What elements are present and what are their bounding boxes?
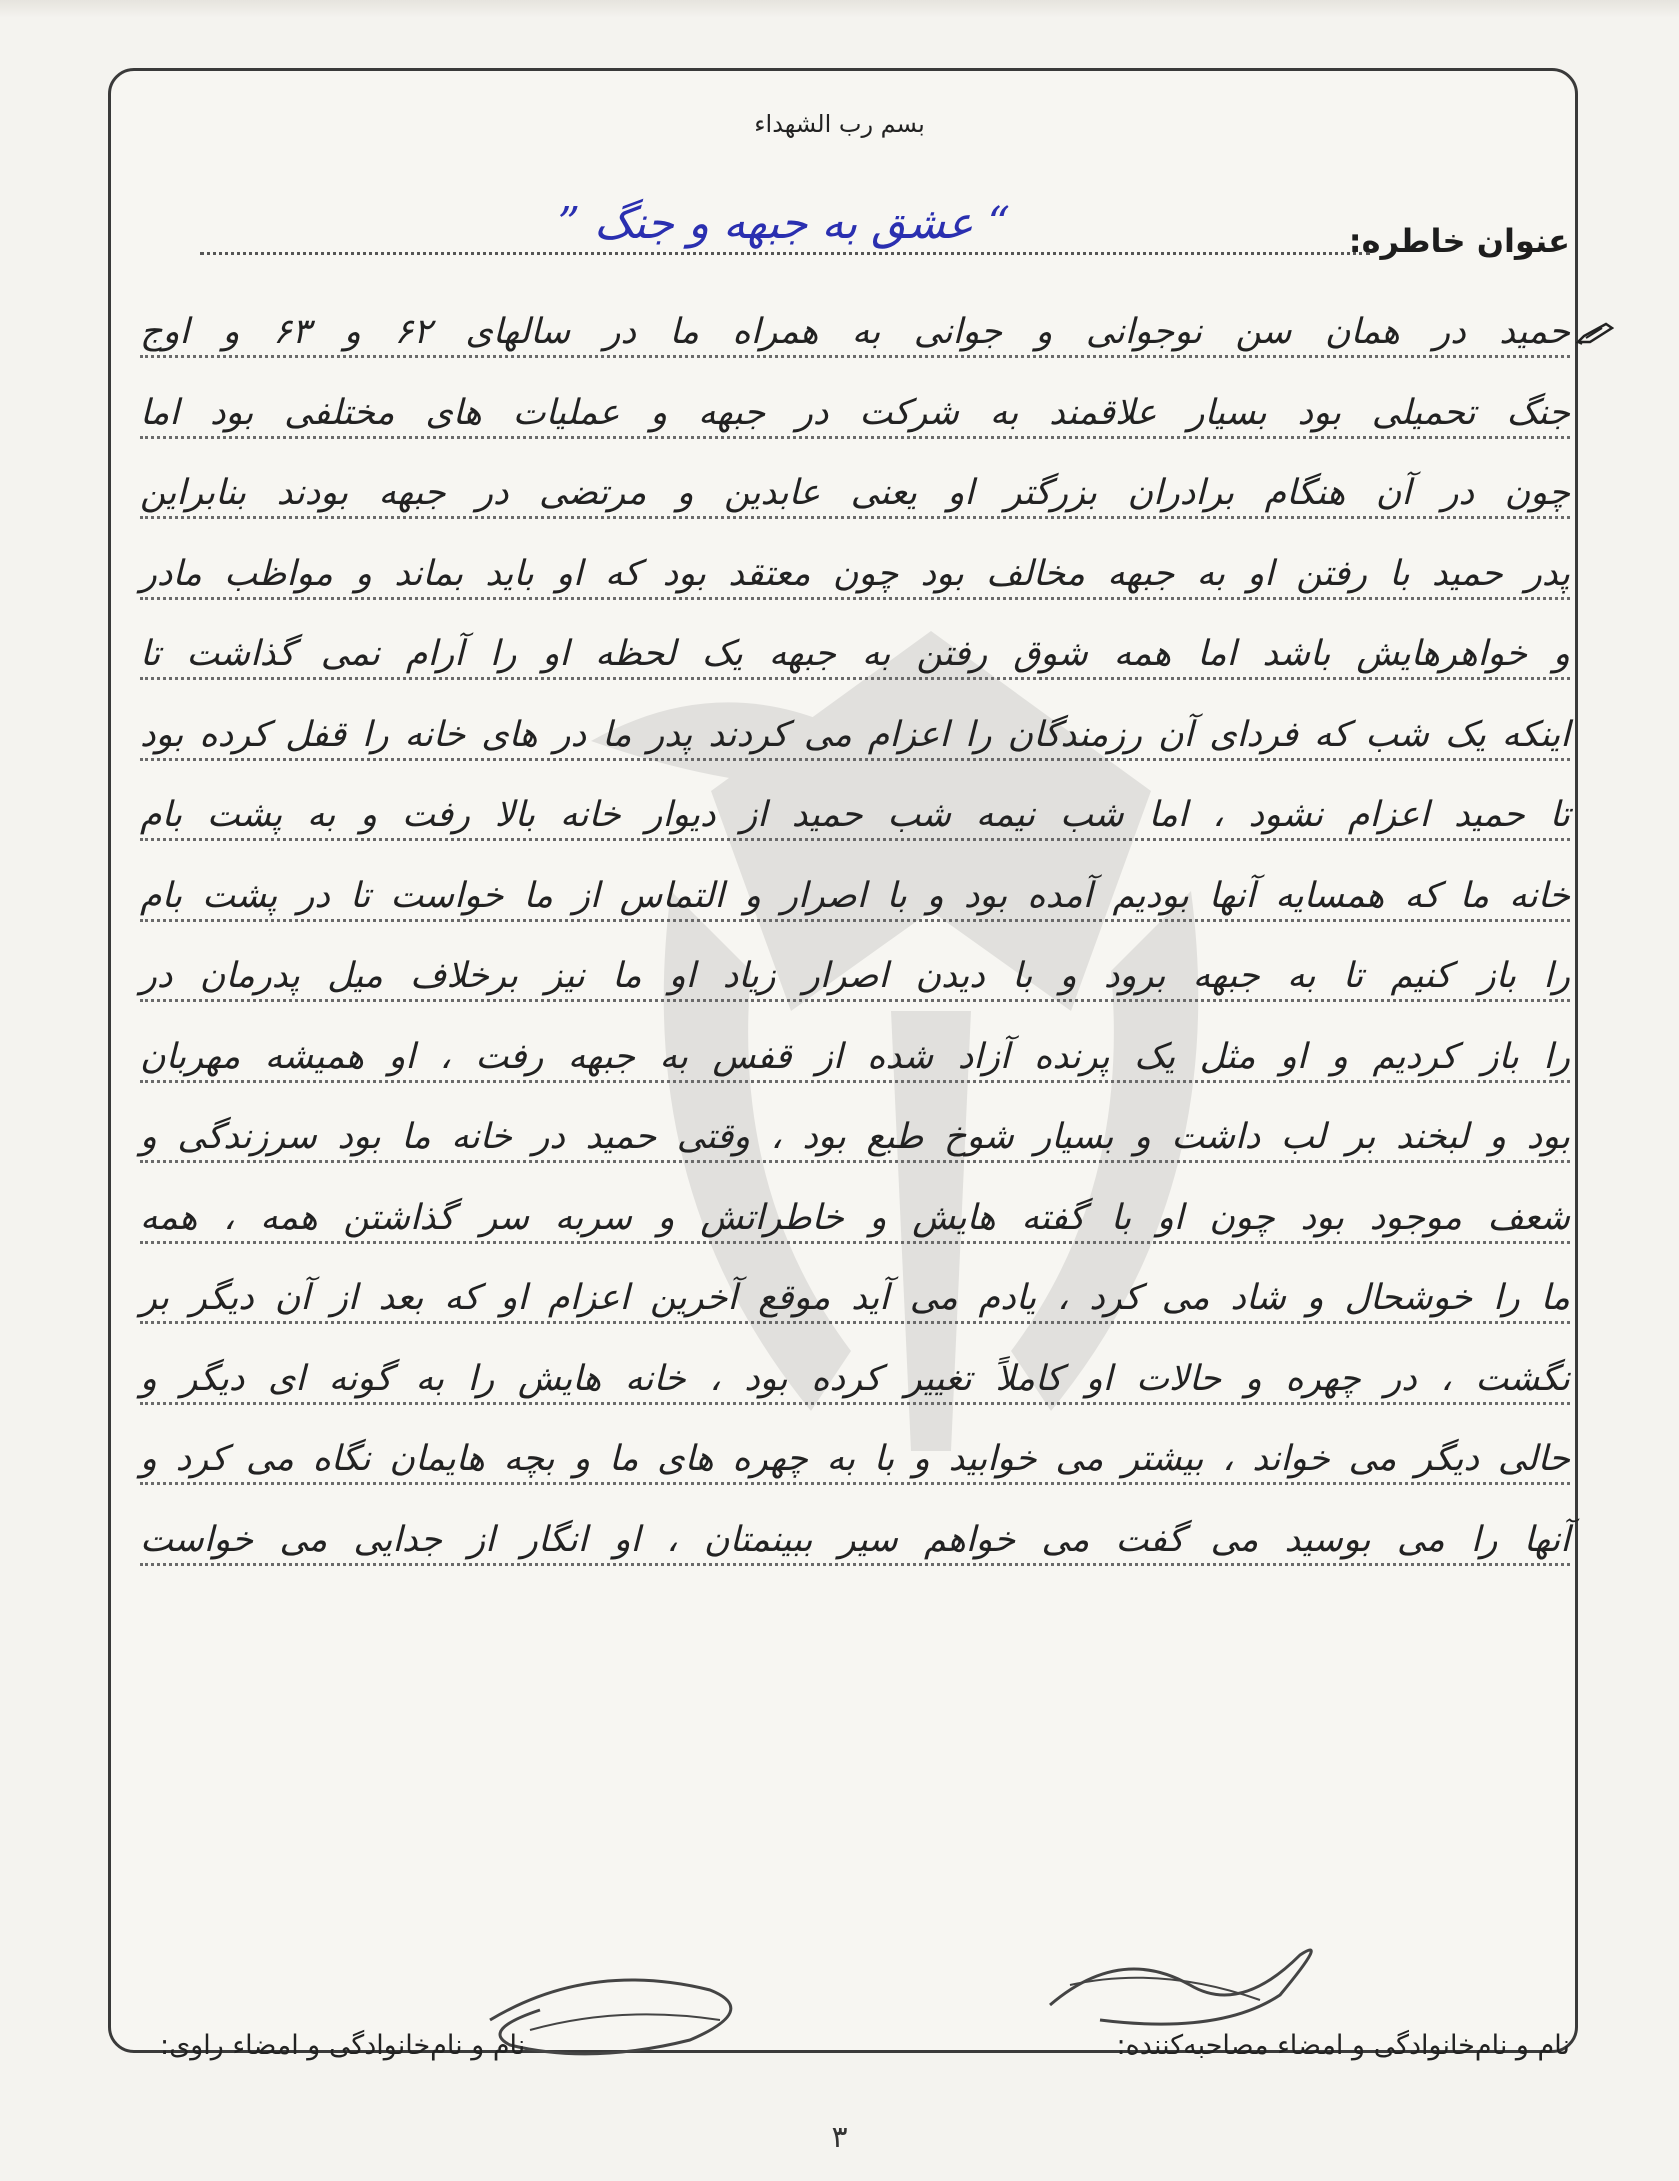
dotted-rule: [140, 1482, 1570, 1485]
dotted-rule: [140, 355, 1570, 358]
memoir-line: [140, 300, 1570, 372]
signature-footer: [140, 2030, 1570, 2080]
dotted-rule: [140, 838, 1570, 841]
handwritten-text: نگشت ، در چهره و حالات او کاملاً تغییر کرده بود ، خانه هایش را به گونه ای دیگر و: [140, 1358, 1570, 1399]
handwritten-text: ما را خوشحال و شاد می کرد ، یادم می آید موقع آخرین اعزام او که بعد از آن دیگر بر: [140, 1278, 1570, 1318]
dotted-rule: [140, 597, 1570, 600]
dotted-rule: [140, 1402, 1570, 1405]
dotted-rule: [140, 1080, 1570, 1083]
handwritten-text: جنگ تحمیلی بود بسیار علاقمند به شرکت در جبهه و عملیات های مختلفی بود اما: [140, 392, 1570, 433]
memoir-line: [140, 542, 1570, 614]
dotted-rule: [140, 516, 1570, 519]
handwritten-text: و خواهرهایش باشد اما همه شوق رفتن به جبهه یک لحظه او را آرام نمی گذاشت تا: [140, 634, 1570, 674]
handwritten-text: را باز کنیم تا به جبهه برود و با دیدن اصرار زیاد او ما نیز برخلاف میل پدرمان در: [140, 956, 1570, 996]
handwritten-text: پدر حمید با رفتن او به جبهه مخالف بود چون معتقد بود که او باید بماند و مواظب مادر: [140, 553, 1570, 594]
memoir-line: [140, 381, 1570, 453]
handwritten-text: بود و لبخند بر لب داشت و بسیار شوخ طبع بود ، وقتی حمید در خانه ما بود سرزندگی و: [140, 1117, 1570, 1157]
memoir-title-row: [140, 198, 1570, 268]
memoir-line: [140, 1266, 1570, 1338]
handwritten-text: حمید در همان سن نوجوانی و جوانی به همراه ما در سالهای ۶۲ و ۶۳ و اوج: [140, 312, 1571, 352]
basmala-header: بسم رب الشهداء: [754, 110, 925, 138]
dotted-rule: [140, 919, 1570, 922]
memoir-line: [140, 783, 1570, 855]
memoir-line: [140, 703, 1570, 775]
dotted-rule: [140, 436, 1570, 439]
memoir-line: [140, 1186, 1570, 1258]
handwritten-text: خانه ما که همسایه آنها بودیم آمده بود و با اصرار و التماس از ما خواست تا در پشت بام: [140, 875, 1570, 916]
page-number: ۳: [831, 2120, 848, 2155]
memoir-line: [140, 1025, 1570, 1097]
dotted-rule: [140, 1563, 1570, 1566]
memoir-line: [140, 461, 1570, 533]
handwritten-text: را باز کردیم و او مثل یک پرنده آزاد شده از قفس به جبهه رفت ، او همیشه مهربان: [140, 1036, 1570, 1077]
dotted-rule: [140, 1321, 1570, 1324]
page-top-edge: [0, 0, 1679, 18]
dotted-rule: [140, 1241, 1570, 1244]
handwritten-text: اینکه یک شب که فردای آن رزمندگان را اعزام می کردند پدر ما در های خانه را قفل کرده بود: [140, 714, 1570, 755]
handwritten-text: شعف موجود بود چون او با گفته هایش و خاطراتش و سربه سر گذاشتن همه ، همه: [140, 1197, 1570, 1238]
memoir-line: [140, 1105, 1570, 1177]
memoir-line: [140, 1347, 1570, 1419]
handwritten-text: تا حمید اعزام نشود ، اما شب نیمه شب حمید از دیوار خانه بالا رفت و به پشت بام: [140, 795, 1570, 835]
dotted-rule: [140, 758, 1570, 761]
narrator-label: نام و نام‌خانوادگی و امضاء راوی:: [160, 2030, 526, 2061]
memoir-line: [140, 864, 1570, 936]
handwritten-text: حالی دیگر می خواند ، بیشتر می خوابید و با به چهره های ما و بچه هایمان نگاه می کرد و: [140, 1439, 1570, 1479]
memoir-title: “ عشق به جبهه و جنگ ”: [557, 198, 1010, 249]
memoir-line: [140, 622, 1570, 694]
memoir-line: [140, 1427, 1570, 1499]
pen-icon: [1576, 322, 1614, 346]
dotted-rule: [140, 1160, 1570, 1163]
dotted-rule: [140, 677, 1570, 680]
title-label: عنوان خاطره:: [1348, 222, 1570, 260]
handwritten-text: چون در آن هنگام برادران بزرگتر او یعنی عابدین و مرتضی در جبهه بودند بنابراین: [140, 473, 1570, 513]
title-dotted-line: [200, 252, 1370, 255]
dotted-rule: [140, 999, 1570, 1002]
memoir-line: [140, 1508, 1570, 1580]
interviewer-label: نام و نام‌خانوادگی و امضاء مصاحبه‌کننده:: [1116, 2030, 1570, 2061]
handwritten-text: آنها را می بوسید می گفت می خواهم سیر ببینمتان ، او انگار از جدایی می خواست: [140, 1519, 1570, 1560]
interviewer-signature: [1040, 1925, 1340, 2035]
memoir-line: [140, 944, 1570, 1016]
